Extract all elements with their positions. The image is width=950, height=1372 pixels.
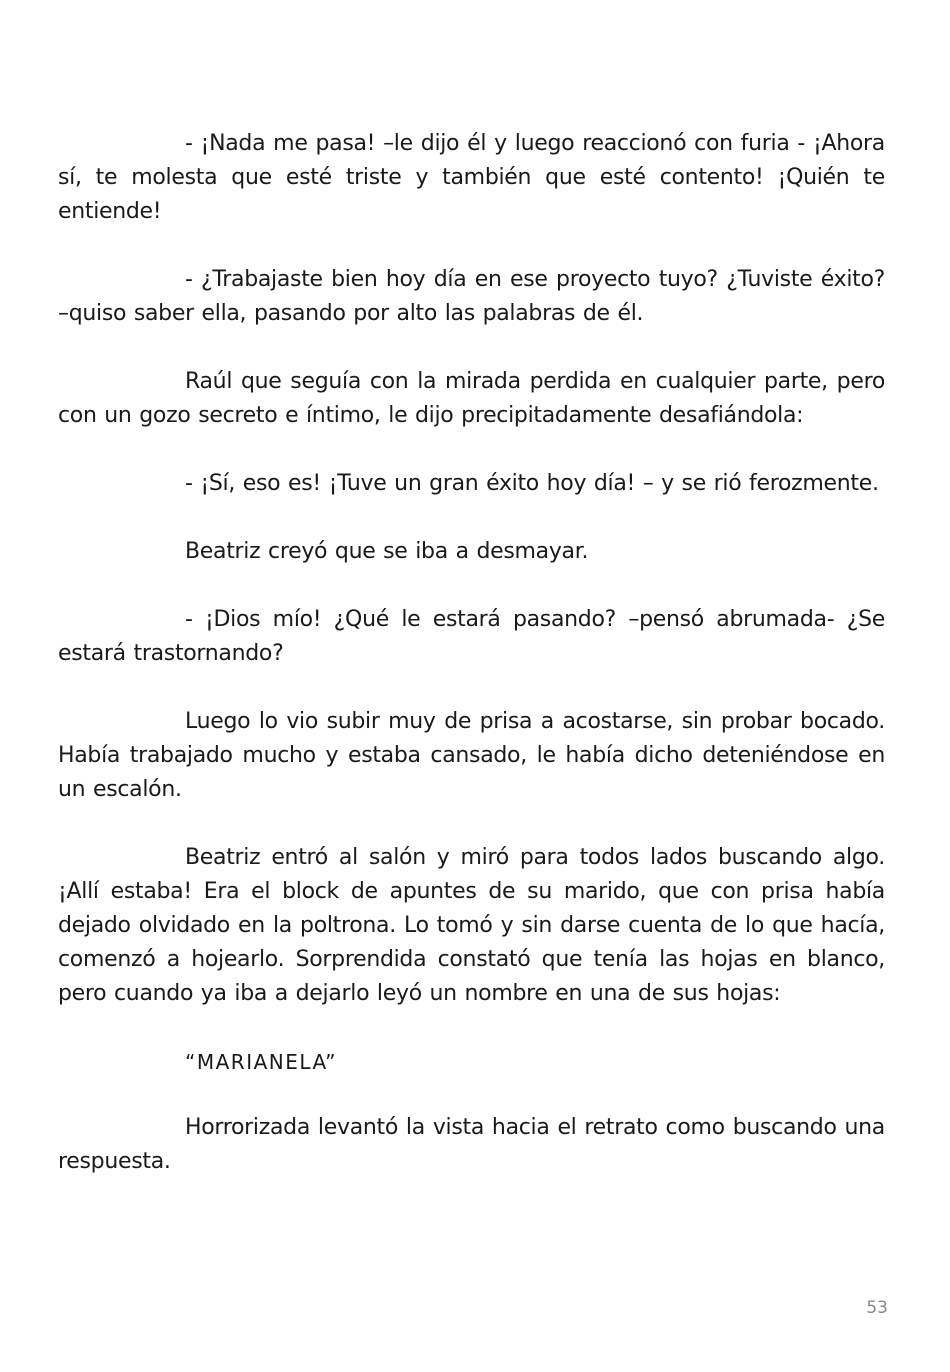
page-body [58, 127, 885, 1213]
paragraph: - ¡Nada me pasa! –le dijo él y luego reaccionó con furia - ¡Ahora sí, te molesta que esté triste y también que esté contento! ¡Quién te entiende! [58, 131, 885, 224]
paragraph: - ¿Trabajaste bien hoy día en ese proyecto tuyo? ¿Tuviste éxito? –quiso saber ella, pasando por alto las palabras de él. [58, 267, 885, 326]
page-number: 53 [866, 1298, 888, 1318]
paragraph: Beatriz creyó que se iba a desmayar. [185, 539, 589, 564]
paragraph: Luego lo vio subir muy de prisa a acostarse, sin probar bocado. Había trabajado mucho y estaba cansado, le había dicho deteniéndose en un escalón. [58, 709, 885, 802]
paragraph: Beatriz entró al salón y miró para todos lados buscando algo. ¡Allí estaba! Era el block de apuntes de su marido, que con prisa había dejado olvidado en la poltrona. Lo tomó y sin darse cuenta de lo que hacía, comenzó a hojearlo. Sorprendida constató que tenía las hojas en blanco, pero cuando ya iba a dejarlo leyó un nombre en una de sus hojas: [58, 845, 885, 1006]
paragraph: Horrorizada levantó la vista hacia el retrato como buscando una respuesta. [58, 1115, 885, 1174]
paragraph: - ¡Sí, eso es! ¡Tuve un gran éxito hoy día! – y se rió ferozmente. [185, 471, 879, 496]
paragraph: - ¡Dios mío! ¿Qué le estará pasando? –pensó abrumada- ¿Se estará trastornando? [58, 607, 885, 666]
paragraph: Raúl que seguía con la mirada perdida en cualquier parte, pero con un gozo secreto e íntimo, le dijo precipitadamente desafiándola: [58, 369, 885, 428]
highlighted-name: “MARIANELA” [185, 1050, 338, 1074]
